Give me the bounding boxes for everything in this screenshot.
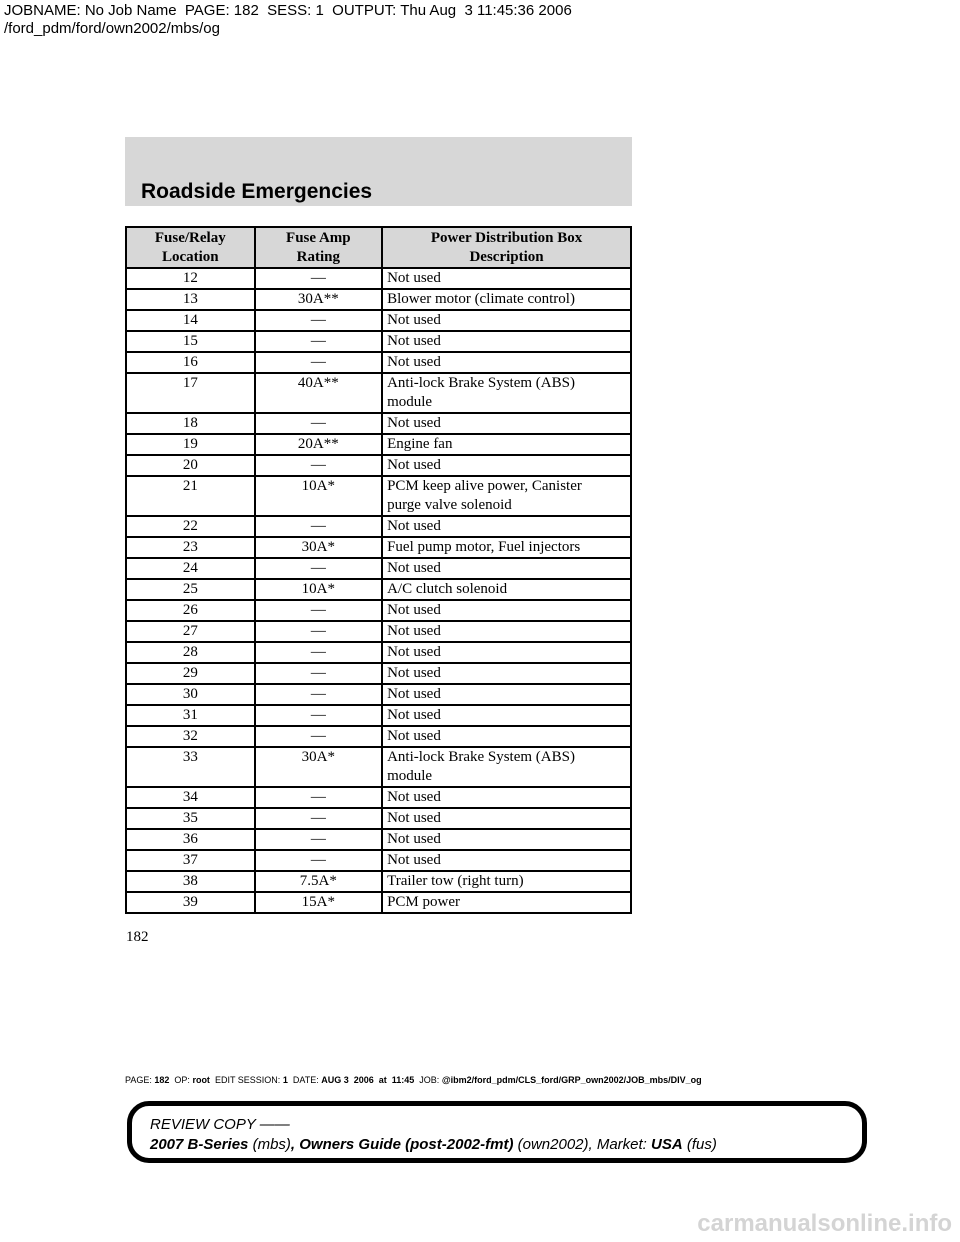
fuse-amp-cell: 20A** [255,434,382,455]
job-header-line2: /ford_pdm/ford/own2002/mbs/og [4,20,220,37]
table-row [126,600,631,621]
fuse-amp-cell: — [255,268,382,289]
fuse-location-cell: 32 [126,726,255,747]
fuse-location-cell: 26 [126,600,255,621]
fuse-amp-cell: — [255,310,382,331]
fuse-description-cell: Not used [382,642,631,663]
section-title: Roadside Emergencies [141,180,373,203]
fuse-description-cell: Not used [382,558,631,579]
review-market-code: (fus) [682,1136,717,1153]
table-row [126,455,631,476]
fuse-location-cell: 27 [126,621,255,642]
fuse-location-cell: 20 [126,455,255,476]
fuse-location-cell: 28 [126,642,255,663]
fuse-description-cell: Anti-lock Brake System (ABS) module [382,373,631,413]
fuse-location-cell: 34 [126,787,255,808]
footer-job-label: JOB: [419,1075,440,1085]
fuse-location-cell: 23 [126,537,255,558]
review-guide-code: (own2002) [513,1136,589,1153]
fuse-amp-cell: — [255,600,382,621]
table-row [126,476,631,516]
fuse-amp-cell: — [255,621,382,642]
fuse-description-cell: Not used [382,726,631,747]
table-row [126,642,631,663]
header-location-text: Fuse/Relay Location [154,230,226,265]
fuse-location-cell: 37 [126,850,255,871]
table-row [126,331,631,352]
table-row [126,537,631,558]
table-row [126,413,631,434]
fuse-location-cell: 12 [126,268,255,289]
fuse-amp-cell: 40A** [255,373,382,413]
table-row [126,787,631,808]
footer-page-label: PAGE: [125,1075,152,1085]
footer-session-label: EDIT SESSION: [214,1075,281,1085]
fuse-description-cell: Not used [382,621,631,642]
fuse-amp-cell: — [255,663,382,684]
fuse-location-cell: 35 [126,808,255,829]
fuse-amp-cell: — [255,787,382,808]
fuse-location-cell: 39 [126,892,255,913]
table-row [126,663,631,684]
fuse-description-cell: Not used [382,268,631,289]
fuse-location-cell: 22 [126,516,255,537]
fuse-description-cell: Not used [382,600,631,621]
fuse-amp-cell: 30A* [255,537,382,558]
header-location [126,227,255,268]
review-copy-box [127,1101,867,1163]
fuse-location-cell: 19 [126,434,255,455]
footer-page-value: 182 [154,1075,170,1085]
footer-date-label: DATE: [292,1075,319,1085]
fuse-amp-cell: — [255,516,382,537]
table-row [126,558,631,579]
table-row [126,268,631,289]
fuse-description-cell: Not used [382,787,631,808]
fuse-description-cell: Not used [382,455,631,476]
fuse-amp-cell: — [255,726,382,747]
fuse-amp-cell: 30A* [255,747,382,787]
review-copy-label: REVIEW COPY —— [150,1116,290,1133]
fuse-description-cell: PCM keep alive power, Canister purge valve solenoid [382,476,631,516]
fuse-location-cell: 18 [126,413,255,434]
review-series: 2007 B-Series [150,1136,249,1153]
fuse-location-cell: 30 [126,684,255,705]
fuse-amp-cell: — [255,558,382,579]
fuse-description-cell: A/C clutch solenoid [382,579,631,600]
watermark: carmanualsonline.info [697,1210,952,1237]
fuse-description-cell: Anti-lock Brake System (ABS) module [382,747,631,787]
header-description [382,227,631,268]
header-description-text: Power Distribution Box Description [430,230,583,265]
table-row [126,892,631,913]
fuse-amp-cell: 10A* [255,476,382,516]
fuse-amp-cell: 7.5A* [255,871,382,892]
footer-op-label: OP: [174,1075,190,1085]
fuse-amp-cell: — [255,829,382,850]
footer-job-value: @ibm2/ford_pdm/CLS_ford/GRP_own2002/JOB_mbs/DIV_og [441,1075,702,1085]
table-row [126,579,631,600]
table-row [126,808,631,829]
fuse-description-cell: Trailer tow (right turn) [382,871,631,892]
footer-line [125,1075,702,1085]
table-row [126,516,631,537]
fuse-amp-cell: 30A** [255,289,382,310]
table-row [126,289,631,310]
fuse-amp-cell: — [255,331,382,352]
table-row [126,373,631,413]
footer-date-value: AUG 3 2006 at 11:45 [321,1075,415,1085]
table-row [126,726,631,747]
fuse-location-cell: 31 [126,705,255,726]
header-amp-text: Fuse Amp Rating [286,230,351,265]
fuse-description-cell: PCM power [382,892,631,913]
fuse-description-cell: Not used [382,352,631,373]
fuse-amp-cell: — [255,413,382,434]
fuse-location-cell: 33 [126,747,255,787]
fuse-location-cell: 29 [126,663,255,684]
fuse-amp-cell: — [255,642,382,663]
fuse-amp-cell: — [255,705,382,726]
fuse-location-cell: 21 [126,476,255,516]
fuse-description-cell: Not used [382,310,631,331]
table-row [126,829,631,850]
review-copy-details [150,1136,717,1153]
fuse-description-cell: Not used [382,808,631,829]
table-header-row [126,227,631,268]
fuse-description-cell: Not used [382,705,631,726]
fuse-location-cell: 36 [126,829,255,850]
fuse-table [125,226,632,914]
table-row [126,434,631,455]
review-series-code: (mbs) [248,1136,291,1153]
fuse-location-cell: 14 [126,310,255,331]
fuse-description-cell: Not used [382,829,631,850]
table-row [126,747,631,787]
fuse-description-cell: Blower motor (climate control) [382,289,631,310]
review-sep1: , [290,1136,300,1153]
fuse-location-cell: 17 [126,373,255,413]
job-header-line1: JOBNAME: No Job Name PAGE: 182 SESS: 1 OUTPUT: Thu Aug 3 11:45:36 2006 [4,2,572,19]
fuse-description-cell: Not used [382,850,631,871]
fuse-description-cell: Engine fan [382,434,631,455]
footer-op-value: root [192,1075,210,1085]
fuse-location-cell: 15 [126,331,255,352]
fuse-amp-cell: — [255,352,382,373]
review-sep2: , Market: [588,1136,652,1153]
fuse-description-cell: Not used [382,663,631,684]
fuse-location-cell: 13 [126,289,255,310]
fuse-amp-cell: — [255,808,382,829]
table-row [126,705,631,726]
fuse-description-cell: Fuel pump motor, Fuel injectors [382,537,631,558]
fuse-location-cell: 38 [126,871,255,892]
table-row [126,684,631,705]
review-market: USA [651,1136,683,1153]
fuse-location-cell: 24 [126,558,255,579]
fuse-description-cell: Not used [382,413,631,434]
page-number: 182 [126,929,149,945]
fuse-description-cell: Not used [382,331,631,352]
table-row [126,352,631,373]
fuse-amp-cell: — [255,684,382,705]
fuse-amp-cell: — [255,850,382,871]
fuse-amp-cell: 15A* [255,892,382,913]
table-row [126,310,631,331]
fuse-amp-cell: — [255,455,382,476]
fuse-amp-cell: 10A* [255,579,382,600]
fuse-description-cell: Not used [382,516,631,537]
footer-session-value: 1 [282,1075,288,1085]
fuse-location-cell: 16 [126,352,255,373]
fuse-location-cell: 25 [126,579,255,600]
table-row [126,850,631,871]
table-row [126,621,631,642]
section-header [125,137,632,206]
review-guide: Owners Guide (post-2002-fmt) [299,1136,514,1153]
header-amp-rating [255,227,382,268]
table-row [126,871,631,892]
fuse-description-cell: Not used [382,684,631,705]
